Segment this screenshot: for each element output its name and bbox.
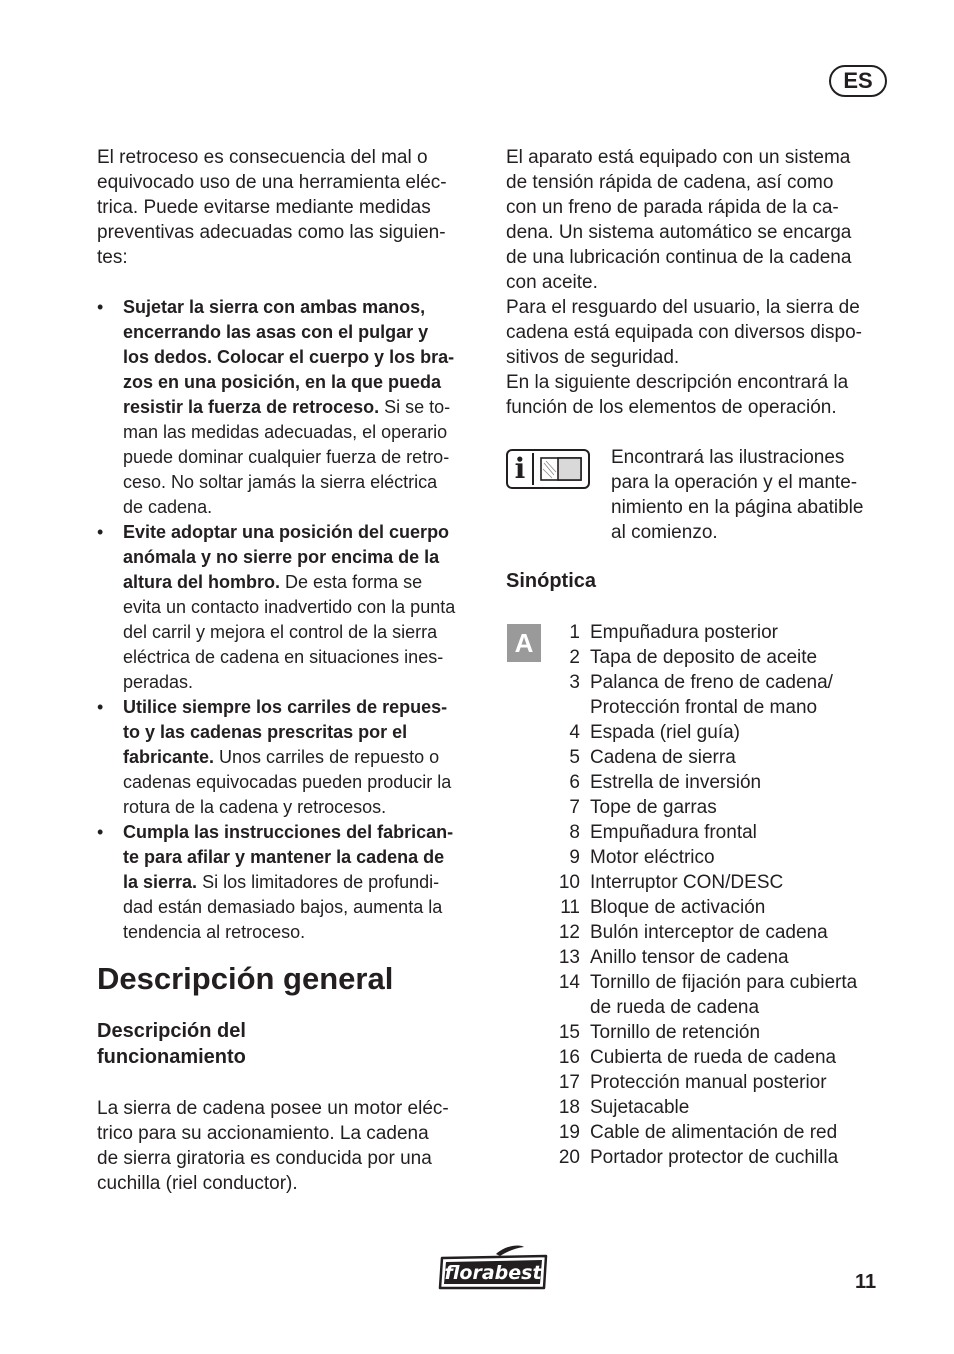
part-number: 7 [569,797,580,818]
part-label: Protección frontal de mano [590,697,818,718]
bullet-dot: • [97,522,104,542]
equipment-line: sitivos de seguridad. [506,347,680,368]
part-label: Palanca de freno de cadena/ [590,672,833,693]
bullet-text: de cadena. [123,497,213,517]
part-label: Protección manual posterior [590,1072,827,1093]
bullet-bold-line: resistir la fuerza de retroceso. [123,397,380,417]
foldout-page-icon [540,457,584,481]
bullet-text: Si los limitadores de profundi- [197,872,440,892]
bullet-text: ceso. No soltar jamás la sierra eléctrica [123,472,438,492]
part-number: 1 [569,622,580,643]
section-title: Descripción general [97,961,394,996]
part-item [552,870,902,895]
part-label: Tapa de deposito de aceite [590,647,818,668]
bullet-text: rotura de la cadena y retrocesos. [123,797,387,817]
part-number: 8 [569,822,580,843]
parts-list [552,620,902,1170]
part-label: Espada (riel guía) [590,722,740,743]
safety-bullet-list [97,295,482,945]
subsection-title-line: Descripción del [97,1020,246,1042]
part-item [552,1120,902,1145]
info-line: al comienzo. [611,522,718,543]
part-item [552,895,902,920]
part-number: 6 [569,772,580,793]
page-number: 11 [855,1271,877,1293]
bullet-text: cadenas equivocadas pueden producir la [123,772,452,792]
part-item [552,820,902,845]
equipment-line: con un freno de parada rápida de la ca- [506,197,839,218]
part-number: 18 [558,1097,580,1118]
part-number: 19 [558,1122,580,1143]
intro-line: equivocado uso de una herramienta eléc- [97,172,447,193]
subsection-title [97,1018,482,1070]
intro-line: preventivas adecuadas como las siguien- [97,222,446,243]
bullet-item [97,695,482,820]
part-number: 15 [558,1022,580,1043]
bullet-bold-line: zos en una posición, en la que pueda [123,372,442,392]
bullet-text: del carril y mejora el control de la sierra [123,622,438,642]
part-label: Tornillo de retención [590,1022,761,1043]
bullet-dot: • [97,297,104,317]
florabest-logo [438,1244,550,1290]
bullet-text: Unos carriles de repuesto o [214,747,440,767]
bullet-bold-line: te para afilar y mantener la cadena de [123,847,445,867]
bullet-text: puede dominar cualquier fuerza de retro- [123,447,450,467]
info-line: nimiento en la página abatible [611,497,864,518]
part-number: 17 [558,1072,580,1093]
equipment-line: función de los elementos de operación. [506,397,837,418]
info-separator [532,453,534,485]
bullet-item [97,295,482,520]
part-number: 3 [569,672,580,693]
part-label: Portador protector de cuchilla [590,1147,839,1168]
part-item [552,670,902,720]
function-line: de sierra giratoria es conducida por una [97,1148,432,1169]
part-label: Cable de alimentación de red [590,1122,838,1143]
part-number: 2 [569,647,580,668]
equipment-line: de tensión rápida de cadena, así como [506,172,834,193]
bullet-bold-line: fabricante. [123,747,215,767]
bullet-text: De esta forma se [280,572,423,592]
bullet-text: dad están demasiado bajos, aumenta la [123,897,443,917]
part-number: 20 [558,1147,580,1168]
bullet-text: eléctrica de cadena en situaciones ines- [123,647,444,667]
part-item [552,770,902,795]
part-item [552,845,902,870]
part-label: Tope de garras [590,797,717,818]
info-i-icon: i [514,452,526,485]
part-label: de rueda de cadena [590,997,760,1018]
bullet-bold-line: anómala y no sierre por encima de la [123,547,440,567]
part-label: Empuñadura posterior [590,622,778,643]
part-item [552,1020,902,1045]
part-number: 5 [569,747,580,768]
part-item [552,620,902,645]
part-label: Bloque de activación [590,897,766,918]
part-item [552,1045,902,1070]
equipment-paragraph [506,145,896,420]
function-paragraph [97,1096,482,1196]
part-label: Estrella de inversión [590,772,762,793]
figure-letter-badge: A [507,624,541,662]
part-item [552,645,902,670]
language-badge: ES [829,65,887,97]
part-item [552,1070,902,1095]
part-label: Motor eléctrico [590,847,715,868]
part-item [552,1095,902,1120]
equipment-line: dena. Un sistema automático se encarga [506,222,852,243]
info-foldout-icon [506,449,590,489]
function-line: cuchilla (riel conductor). [97,1173,298,1194]
bullet-bold-line: Sujetar la sierra con ambas manos, [123,297,426,317]
bullet-bold-line: altura del hombro. [123,572,281,592]
part-item [552,945,902,970]
equipment-line: cadena está equipada con diversos dispo- [506,322,862,343]
bullet-text: tendencia al retroceso. [123,922,306,942]
equipment-line: con aceite. [506,272,598,293]
bullet-item [97,820,482,945]
info-line: para la operación y el mante- [611,472,858,493]
bullet-bold-line: la sierra. [123,872,198,892]
bullet-text: peradas. [123,672,194,692]
equipment-line: El aparato está equipado con un sistema [506,147,851,168]
bullet-bold-line: Utilice siempre los carriles de repues- [123,697,448,717]
info-line: Encontrará las ilustraciones [611,447,845,468]
part-number: 9 [569,847,580,868]
part-number: 13 [558,947,580,968]
bullet-bold-line: Evite adoptar una posición del cuerpo [123,522,450,542]
part-item [552,1145,902,1170]
bullet-bold-line: to y las cadenas prescritas por el [123,722,408,742]
part-item [552,970,902,1020]
part-item [552,745,902,770]
bullet-bold-line: Cumpla las instrucciones del fabrican- [123,822,454,842]
part-number: 10 [558,872,580,893]
part-number: 4 [569,722,580,743]
part-item [552,920,902,945]
part-number: 16 [558,1047,580,1068]
function-line: trico para su accionamiento. La cadena [97,1123,429,1144]
bullet-text: evita un contacto inadvertido con la punta [123,597,456,617]
bullet-text: Si se to- [379,397,451,417]
part-number: 14 [558,972,580,993]
bullet-item [97,520,482,695]
part-label: Interruptor CON/DESC [590,872,784,893]
part-item [552,795,902,820]
part-label: Sujetacable [590,1097,690,1118]
equipment-line: En la siguiente descripción encontrará la [506,372,849,393]
bullet-bold-line: los dedos. Colocar el cuerpo y los bra- [123,347,455,367]
intro-line: tes: [97,247,128,268]
bullet-bold-line: encerrando las asas con el pulgar y [123,322,429,342]
synoptic-title: Sinóptica [506,570,597,592]
bullet-dot: • [97,822,104,842]
info-note [611,445,901,545]
bullet-text: man las medidas adecuadas, el operario [123,422,448,442]
florabest-logo-text: florabest [444,1262,542,1284]
part-number: 12 [558,922,580,943]
intro-line: trica. Puede evitarse mediante medidas [97,197,431,218]
part-label: Cubierta de rueda de cadena [590,1047,837,1068]
part-label: Anillo tensor de cadena [590,947,789,968]
intro-paragraph [97,145,482,270]
part-number: 11 [560,897,580,918]
part-label: Bulón interceptor de cadena [590,922,828,943]
bullet-dot: • [97,697,104,717]
equipment-line: de una lubricación continua de la cadena [506,247,852,268]
function-line: La sierra de cadena posee un motor eléc- [97,1098,449,1119]
equipment-line: Para el resguardo del usuario, la sierra de [506,297,860,318]
subsection-title-line: funcionamiento [97,1046,246,1068]
intro-line: El retroceso es consecuencia del mal o [97,147,428,168]
part-label: Empuñadura frontal [590,822,757,843]
part-item [552,720,902,745]
part-label: Cadena de sierra [590,747,736,768]
part-label: Tornillo de fijación para cubierta [590,972,858,993]
